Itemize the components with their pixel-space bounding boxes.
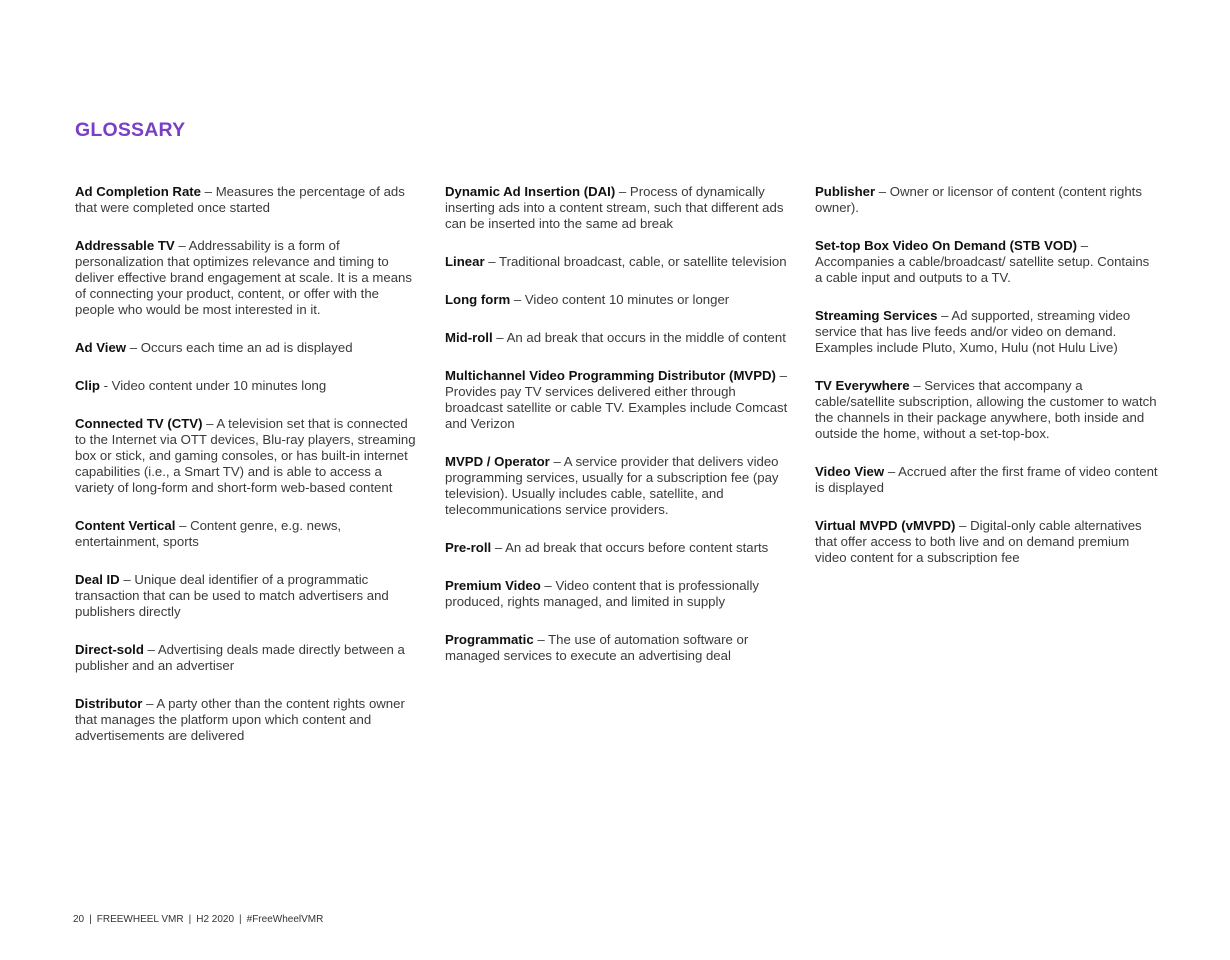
term-separator: – <box>909 378 925 393</box>
glossary-entry <box>75 340 420 356</box>
term-separator: – <box>201 184 216 199</box>
glossary-entry <box>445 454 790 518</box>
glossary-term: Long form <box>445 292 511 307</box>
glossary-term: Ad View <box>75 340 127 355</box>
glossary-term: Clip <box>75 378 100 393</box>
glossary-column-2 <box>445 184 790 686</box>
term-separator: – <box>143 642 158 657</box>
glossary-definition: Advertising deals made directly between a publisher and an advertiser <box>75 642 405 673</box>
glossary-term: Content Vertical <box>75 518 176 533</box>
glossary-definition: An ad break that occurs before content starts <box>505 540 769 555</box>
glossary-term: Deal ID <box>75 572 120 587</box>
glossary-term: Set-top Box Video On Demand (STB VOD) <box>815 238 1078 253</box>
glossary-entry <box>445 292 790 308</box>
glossary-entry <box>445 184 790 232</box>
glossary-entry <box>815 238 1160 286</box>
glossary-entry <box>445 578 790 610</box>
term-separator: – <box>955 518 971 533</box>
glossary-definition: Digital-only cable alternatives that offer access to both live and on demand premium video content for a subscription fee <box>815 518 1142 565</box>
glossary-definition: Video content 10 minutes or longer <box>524 292 730 307</box>
glossary-term: MVPD / Operator <box>445 454 550 469</box>
glossary-definition: Provides pay TV services delivered either through broadcast satellite or cable TV. Examples include Comcast and Verizon <box>445 384 788 431</box>
glossary-definition: A television set that is connected to the Internet via OTT devices, Blu-ray players, streaming box or stick, and gaming consoles, or has built-in internet capabilities (i.e., a Smart TV) and is able to access a variety of long-form and short-form web-based content <box>75 416 416 495</box>
glossary-definition: The use of automation software or managed services to execute an advertising deal <box>445 632 749 663</box>
glossary-definition: Video content under 10 minutes long <box>111 378 327 393</box>
term-separator: – <box>1077 238 1089 253</box>
glossary-term: Programmatic <box>445 632 534 647</box>
glossary-term: Streaming Services <box>815 308 938 323</box>
glossary-definition: Services that accompany a cable/satellite subscription, allowing the customer to watch the channels in their package anywhere, both inside and outside the home, without a set-top-box. <box>815 378 1157 441</box>
term-separator: – <box>491 540 506 555</box>
glossary-term: TV Everywhere <box>815 378 910 393</box>
footer-separator: | <box>188 914 192 925</box>
glossary-term: Pre-roll <box>445 540 492 555</box>
page-title: GLOSSARY <box>75 119 186 141</box>
glossary-definition: A service provider that delivers video programming services, usually for a subscription fee (pay television). Usually includes cable, satellite, and telecommunications service providers. <box>445 454 779 517</box>
term-separator: - <box>99 378 112 393</box>
term-separator: – <box>174 238 189 253</box>
glossary-entry <box>75 572 420 620</box>
term-separator: – <box>875 184 890 199</box>
glossary-column-1 <box>75 184 420 766</box>
glossary-definition: Content genre, e.g. news, entertainment, sports <box>75 518 342 549</box>
glossary-term: Ad Completion Rate <box>75 184 202 199</box>
term-separator: – <box>202 416 217 431</box>
glossary-term: Multichannel Video Programming Distributor (MVPD) <box>445 368 776 383</box>
glossary-term: Direct-sold <box>75 642 144 657</box>
glossary-definition: Measures the percentage of ads that were completed once started <box>75 184 405 215</box>
glossary-entry <box>75 518 420 550</box>
footer-report-name: FREEWHEEL VMR <box>96 914 184 925</box>
term-separator: – <box>142 696 157 711</box>
glossary-entry <box>815 464 1160 496</box>
glossary-term: Linear <box>445 254 485 269</box>
footer-separator: | <box>239 914 242 925</box>
glossary-entry <box>445 540 790 556</box>
term-separator: – <box>510 292 525 307</box>
glossary-entry <box>815 184 1160 216</box>
term-separator: – <box>492 330 507 345</box>
term-separator: – <box>937 308 952 323</box>
glossary-entry <box>75 184 420 216</box>
glossary-definition: A party other than the content rights owner that manages the platform upon which content and advertisements are delivered <box>75 696 405 743</box>
footer-hashtag: #FreeWheelVMR <box>246 914 324 925</box>
glossary-entry <box>815 308 1160 356</box>
term-separator: – <box>126 340 141 355</box>
term-separator: – <box>533 632 549 647</box>
glossary-column-3 <box>815 184 1160 588</box>
page-footer <box>73 914 323 925</box>
glossary-term: Video View <box>815 464 885 479</box>
term-separator: – <box>615 184 630 199</box>
term-separator: – <box>884 464 899 479</box>
footer-page-number: 20 <box>73 914 85 925</box>
glossary-definition: Accompanies a cable/broadcast/ satellite setup. Contains a cable input and outputs to a TV. <box>815 254 1150 285</box>
term-separator: – <box>175 518 191 533</box>
glossary-term: Mid-roll <box>445 330 493 345</box>
glossary-entry <box>445 254 790 270</box>
glossary-term: Distributor <box>75 696 143 711</box>
glossary-term: Publisher <box>815 184 876 199</box>
glossary-definition: Occurs each time an ad is displayed <box>140 340 353 355</box>
glossary-entry <box>815 378 1160 442</box>
glossary-entry <box>445 368 790 432</box>
glossary-term: Premium Video <box>445 578 541 593</box>
glossary-definition: Traditional broadcast, cable, or satellite television <box>499 254 787 269</box>
glossary-definition: Unique deal identifier of a programmatic transaction that can be used to match advertisers and publishers directly <box>75 572 389 619</box>
footer-separator: | <box>89 914 92 925</box>
glossary-definition: Addressability is a form of personalization that optimizes relevance and timing to deliver effective brand engagement at scale. It is a means of connecting your product, content, or offer with the people who would be most interested in it. <box>75 238 412 317</box>
glossary-term: Virtual MVPD (vMVPD) <box>815 518 956 533</box>
glossary-definition: Video content that is professionally produced, rights managed, and limited in supply <box>445 578 759 609</box>
glossary-definition: An ad break that occurs in the middle of content <box>506 330 786 345</box>
footer-period: H2 2020 <box>196 914 235 925</box>
glossary-definition: Ad supported, streaming video service that has live feeds and/or video on demand. Examples include Pluto, Xumo, Hulu (not Hulu Live) <box>815 308 1131 355</box>
term-separator: – <box>775 368 787 383</box>
glossary-entry <box>445 632 790 664</box>
glossary-term: Addressable TV <box>75 238 175 253</box>
term-separator: – <box>540 578 556 593</box>
term-separator: – <box>549 454 564 469</box>
glossary-entry <box>75 642 420 674</box>
glossary-entry <box>75 238 420 318</box>
glossary-entry <box>75 416 420 496</box>
glossary-definition: Accrued after the first frame of video content is displayed <box>815 464 1158 495</box>
term-separator: – <box>484 254 500 269</box>
term-separator: – <box>119 572 135 587</box>
glossary-entry <box>75 696 420 744</box>
glossary-term: Dynamic Ad Insertion (DAI) <box>445 184 616 199</box>
glossary-entry <box>75 378 420 394</box>
glossary-definition: Process of dynamically inserting ads into a content stream, such that different ads can be inserted into the same ad break <box>445 184 784 231</box>
glossary-entry <box>445 330 790 346</box>
glossary-definition: Owner or licensor of content (content rights owner). <box>815 184 1142 215</box>
glossary-term: Connected TV (CTV) <box>75 416 203 431</box>
glossary-entry <box>815 518 1160 566</box>
